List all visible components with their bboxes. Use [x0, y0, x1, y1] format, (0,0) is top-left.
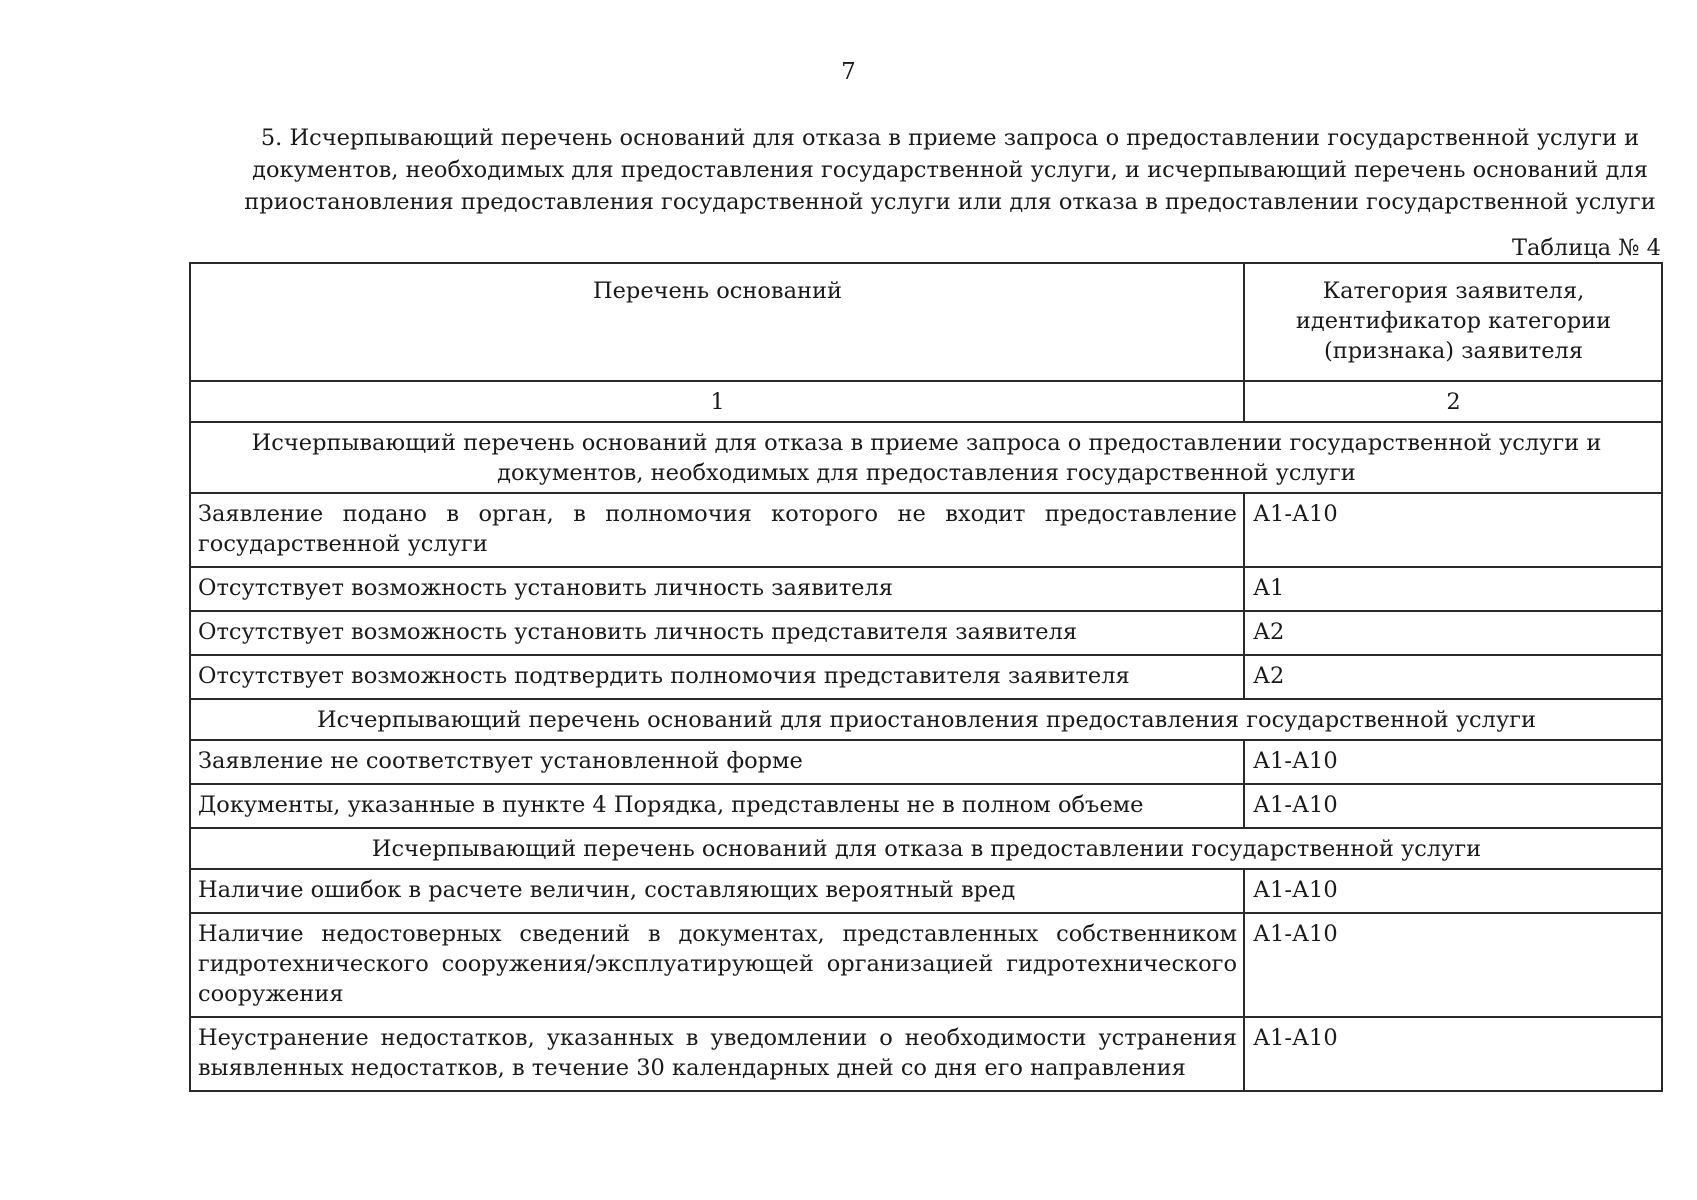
- ground-reason-line: Заявление не соответствует установленной форме: [198, 748, 803, 774]
- ground-reason-line: Отсутствует возможность подтвердить полномочия представителя заявителя: [198, 663, 1130, 689]
- applicant-category-code: А1-А10: [1244, 869, 1662, 913]
- table-row: [190, 784, 1662, 828]
- ground-reason-line: Документы, указанные в пункте 4 Порядка, представлены не в полном объеме: [198, 792, 1144, 818]
- ground-reason: [190, 784, 1244, 828]
- section-title-line: Исчерпывающий перечень оснований для отказа в предоставлении государственной услуги: [371, 836, 1482, 862]
- table-row: [190, 655, 1662, 699]
- applicant-category-code: А1: [1244, 567, 1662, 611]
- ground-reason: [190, 655, 1244, 699]
- ground-reason: [190, 567, 1244, 611]
- column-number: 1: [190, 381, 1244, 422]
- header-line: идентификатор категории: [1295, 308, 1612, 334]
- applicant-category-code: А1-А10: [1244, 493, 1662, 567]
- table-label: Таблица № 4: [1511, 235, 1661, 261]
- header-line: Категория заявителя,: [1322, 278, 1585, 304]
- ground-reason-line: Заявление подано в орган, в полномочия которого не входит предоставление: [198, 501, 1237, 527]
- ground-reason: [190, 740, 1244, 784]
- applicant-category-code: А1-А10: [1244, 913, 1662, 1017]
- heading-line: документов, необходимых для предоставления государственной услуги, и исчерпывающий перечень оснований для: [252, 157, 1648, 183]
- ground-reason: [190, 913, 1244, 1017]
- section-title-line: Исчерпывающий перечень оснований для приостановления предоставления государственной услуги: [317, 707, 1536, 733]
- applicant-category-code: А1-А10: [1244, 740, 1662, 784]
- ground-reason-line: Неустранение недостатков, указанных в уведомлении о необходимости устранения: [198, 1025, 1237, 1051]
- table-row: [190, 913, 1662, 1017]
- ground-reason: [190, 869, 1244, 913]
- table-row: [190, 493, 1662, 567]
- section-title: [190, 699, 1662, 740]
- section-title-row: [190, 699, 1662, 740]
- ground-reason: [190, 493, 1244, 567]
- column-number: 2: [1244, 381, 1662, 422]
- ground-reason-line: Отсутствует возможность установить личность заявителя: [198, 575, 893, 601]
- ground-reason: [190, 611, 1244, 655]
- heading-line: 5. Исчерпывающий перечень оснований для отказа в приеме запроса о предоставлении государственной услуги и: [260, 125, 1640, 151]
- ground-reason-line: сооружения: [198, 981, 344, 1007]
- table-row: [190, 567, 1662, 611]
- page-number: 7: [841, 59, 856, 85]
- table-row: [190, 1017, 1662, 1091]
- section-title-row: [190, 828, 1662, 869]
- ground-reason-line: Наличие ошибок в расчете величин, составляющих вероятный вред: [198, 877, 1016, 903]
- column-number-row: [190, 381, 1662, 422]
- table-row: [190, 611, 1662, 655]
- section-title: [190, 422, 1662, 493]
- section-title-line: документов, необходимых для предоставления государственной услуги: [497, 460, 1356, 486]
- ground-reason-line: государственной услуги: [198, 531, 488, 557]
- ground-reason-line: Наличие недостоверных сведений в документах, представленных собственником: [198, 921, 1237, 947]
- ground-reason-line: Отсутствует возможность установить личность представителя заявителя: [198, 619, 1078, 645]
- section-title: [190, 828, 1662, 869]
- applicant-category-code: А2: [1244, 611, 1662, 655]
- grounds-table: [189, 262, 1663, 1092]
- applicant-category-code: А2: [1244, 655, 1662, 699]
- table-header-row: [190, 263, 1662, 381]
- header-grounds-list: Перечень оснований: [190, 263, 1244, 381]
- section-title-row: [190, 422, 1662, 493]
- ground-reason-line: гидротехнического сооружения/эксплуатирующей организацией гидротехнического: [198, 951, 1237, 977]
- section-heading: [225, 122, 1675, 218]
- table-row: [190, 740, 1662, 784]
- applicant-category-code: А1-А10: [1244, 784, 1662, 828]
- table-row: [190, 869, 1662, 913]
- ground-reason-line: выявленных недостатков, в течение 30 календарных дней со дня его направления: [198, 1055, 1186, 1081]
- heading-line: приостановления предоставления государственной услуги или для отказа в предоставлении государственной услуги: [244, 189, 1656, 215]
- header-line: (признака) заявителя: [1323, 338, 1584, 364]
- ground-reason: [190, 1017, 1244, 1091]
- header-applicant-category: [1244, 263, 1662, 381]
- applicant-category-code: А1-А10: [1244, 1017, 1662, 1091]
- section-title-line: Исчерпывающий перечень оснований для отказа в приеме запроса о предоставлении государственной услуги и: [251, 430, 1602, 456]
